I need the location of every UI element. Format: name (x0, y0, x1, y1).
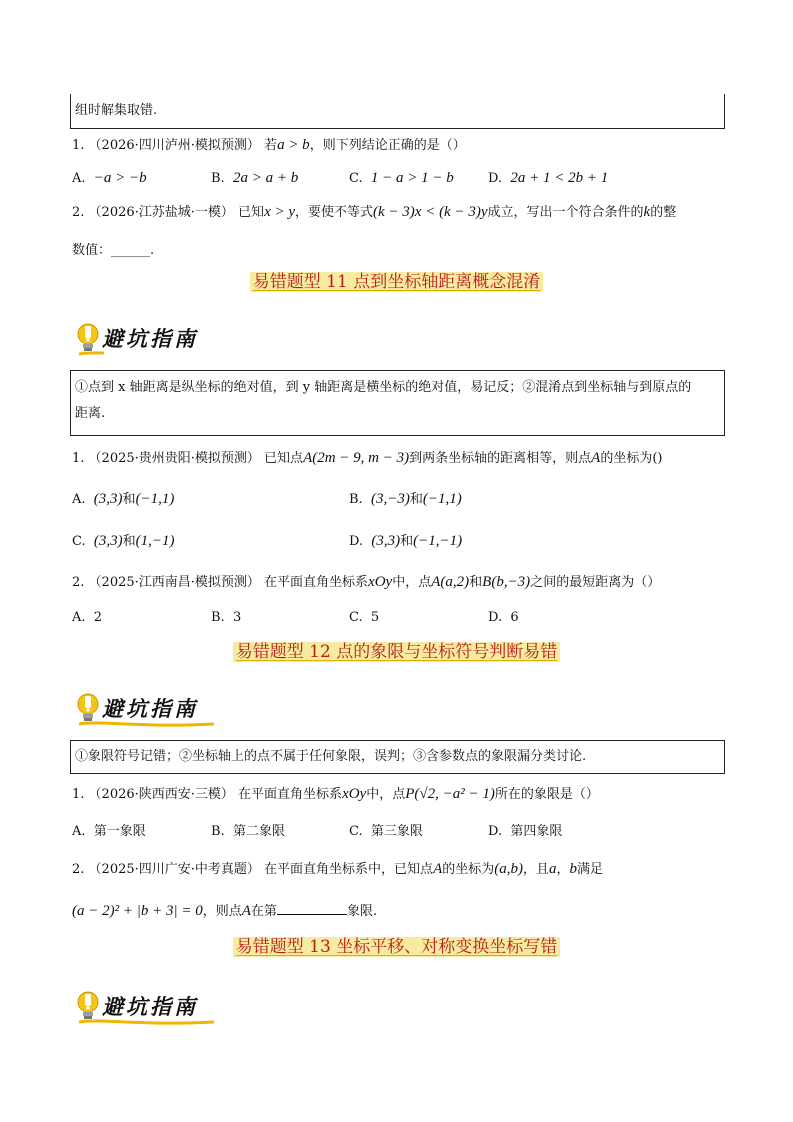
option-c[interactable]: C. 1 − a > 1 − b (349, 170, 454, 186)
option-d[interactable]: D. 第四象限 (488, 824, 563, 839)
guide-banner (74, 690, 224, 730)
question-1: 1. （2025·贵州贵阳·模拟预测） 已知点A(2m − 9, m − 3)到两条坐标轴的距离相等，则点A的坐标为() (72, 450, 663, 466)
option-a[interactable]: A. 第一象限 (72, 824, 146, 839)
question-2: 2. （2026·江苏盐城·一模） 已知x > y，要使不等式(k − 3)x < (k − 3)y成立，写出一个符合条件的k的整 (72, 204, 677, 220)
guide-box (70, 370, 725, 436)
section-heading: 易错题型 13 坐标平移、对称变换坐标写错 (0, 936, 793, 958)
math-expression: (a − 2)² + |b + 3| = 0 (72, 903, 203, 919)
guide-title: 避坑指南 (102, 995, 198, 1019)
guide-box-top (70, 94, 725, 129)
guide-text: ①象限符号记错；②坐标轴上的点不属于任何象限，误判；③含参数点的象限漏分类讨论. (75, 749, 587, 764)
guide-banner (74, 988, 224, 1028)
math-expression: a > b (277, 137, 310, 153)
guide-title: 避坑指南 (102, 327, 198, 351)
guide-box-text: 组时解集取错. (75, 103, 158, 118)
question-2: 2. （2025·四川广安·中考真题） 在平面直角坐标系中，已知点A的坐标为(a,b)，且a，b满足 (72, 861, 604, 877)
math-expression: (k − 3)x < (k − 3)y (373, 204, 488, 220)
option-d[interactable]: D. (3,3)和(−1,−1) (349, 533, 463, 549)
question-stem: 若 (264, 138, 278, 153)
option-row (72, 170, 722, 188)
question-number: 2. (72, 205, 85, 220)
option-a[interactable]: A. (3,3)和(−1,1) (72, 491, 175, 507)
question-2-line2: (a − 2)² + |b + 3| = 0，则点A在第 象限. (72, 903, 378, 919)
option-c[interactable]: C. 第三象限 (349, 824, 423, 839)
guide-text: ①点到 x 轴距离是纵坐标的绝对值，到 y 轴距离是横坐标的绝对值，易记反；②混淆点到坐标轴与到原点的 (75, 380, 692, 395)
question-2: 2. （2025·江西南昌·模拟预测） 在平面直角坐标系xOy中，点A(a,2)和B(b,−3)之间的最短距离为（） (72, 574, 661, 590)
question-source: （2026·江苏盐城·一模） (88, 205, 234, 220)
option-row (72, 610, 722, 628)
guide-title: 避坑指南 (102, 697, 198, 721)
guide-text: 距离. (75, 406, 106, 421)
option-b[interactable]: B. 第二象限 (211, 824, 285, 839)
section-heading: 易错题型 11 点到坐标轴距离概念混淆 (0, 271, 793, 293)
option-row (72, 824, 722, 842)
option-b[interactable]: B. 3 (211, 610, 242, 625)
question-1: 1. （2026·陕西西安·三模） 在平面直角坐标系xOy中，点P(√2, −a² − 1)所在的象限是（） (72, 786, 599, 802)
question-stem: ，则下列结论正确的是（） (309, 138, 466, 153)
option-c[interactable]: C. 5 (349, 610, 380, 625)
question-source: （2025·四川广安·中考真题） (88, 862, 260, 877)
answer-blank[interactable] (277, 902, 347, 915)
option-d[interactable]: D. 2a + 1 < 2b + 1 (488, 170, 609, 186)
question-source: （2026·四川泸州·模拟预测） (88, 138, 260, 153)
option-b[interactable]: B. (3,−3)和(−1,1) (349, 491, 462, 507)
question-source: （2025·贵州贵阳·模拟预测） (88, 451, 260, 466)
math-expression: x > y (264, 204, 295, 220)
section-heading: 易错题型 12 点的象限与坐标符号判断易错 (0, 641, 793, 663)
question-source: （2026·陕西西安·三模） (88, 787, 234, 802)
option-a[interactable]: A. −a > −b (72, 170, 147, 186)
option-a[interactable]: A. 2 (72, 610, 103, 625)
option-c[interactable]: C. (3,3)和(1,−1) (72, 533, 175, 549)
option-d[interactable]: D. 6 (488, 610, 519, 625)
option-b[interactable]: B. 2a > a + b (211, 170, 299, 186)
math-expression: P(√2, −a² − 1) (405, 786, 495, 802)
guide-box (70, 740, 725, 774)
question-number: 1. (72, 138, 85, 153)
guide-banner (74, 320, 224, 360)
question-2-line2: 数值：______. (72, 243, 155, 258)
question-1 (72, 137, 466, 154)
math-expression: A(2m − 9, m − 3) (303, 450, 410, 466)
lightbulb-icon (74, 320, 104, 360)
question-source: （2025·江西南昌·模拟预测） (88, 575, 260, 590)
